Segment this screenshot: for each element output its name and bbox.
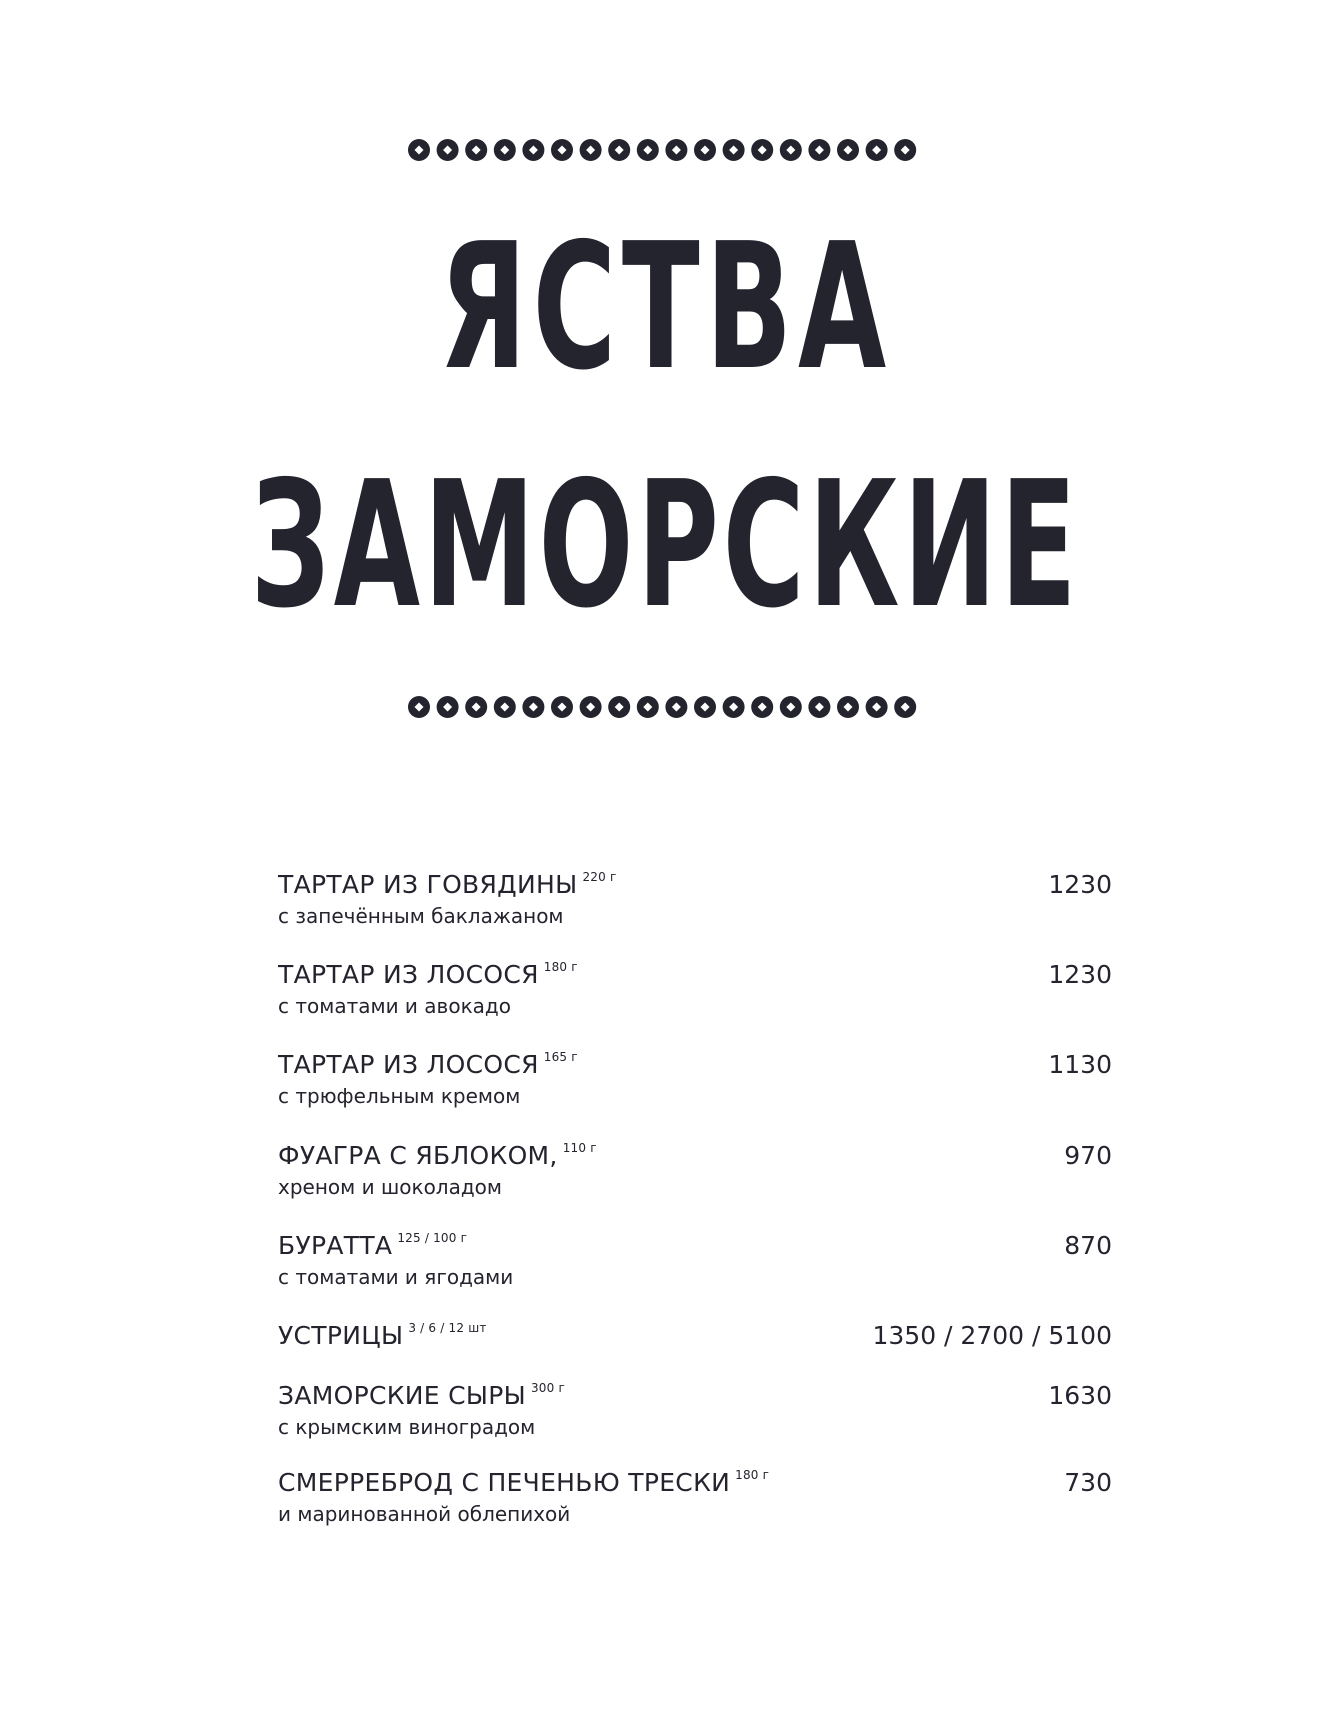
item-weight: 180 г [543, 960, 578, 974]
item-price: 730 [1064, 1468, 1112, 1497]
menu-item [278, 1231, 1112, 1289]
item-price: 970 [1064, 1141, 1112, 1170]
item-name: СМЕРРЕБРОД С ПЕЧЕНЬЮ ТРЕСКИ [278, 1468, 731, 1497]
item-name: ТАРТАР ИЗ ЛОСОСЯ [278, 1050, 539, 1079]
item-weight: 220 г [582, 870, 617, 884]
item-price: 1230 [1048, 870, 1112, 899]
bottom-ornament-divider [0, 694, 1331, 720]
item-name: УСТРИЦЫ [278, 1321, 404, 1350]
menu-item [278, 960, 1112, 1018]
diamond-dot-icon [406, 137, 926, 163]
item-name: БУРАТТА [278, 1231, 393, 1260]
menu-item [278, 1050, 1112, 1108]
menu-item [278, 870, 1112, 928]
item-weight: 110 г [562, 1141, 597, 1155]
item-weight: 3 / 6 / 12 шт [408, 1321, 487, 1335]
page-title-line-1: ЯСТВА [439, 207, 892, 410]
diamond-dot-icon [406, 694, 926, 720]
menu-item [278, 1141, 1112, 1199]
item-name: ТАРТАР ИЗ ГОВЯДИНЫ [278, 870, 578, 899]
top-ornament-divider [0, 137, 1331, 163]
item-price: 1630 [1048, 1381, 1112, 1410]
item-weight: 300 г [530, 1381, 565, 1395]
item-name: ФУАГРА С ЯБЛОКОМ, [278, 1141, 558, 1170]
item-price: 1230 [1048, 960, 1112, 989]
item-description: с томатами и авокадо [278, 994, 511, 1018]
item-description: с трюфельным кремом [278, 1084, 521, 1108]
item-weight: 125 / 100 г [397, 1231, 468, 1245]
item-description: с томатами и ягодами [278, 1265, 514, 1289]
menu-item [278, 1468, 1112, 1526]
page-title-line-2: ЗАМОРСКИЕ [250, 445, 1081, 648]
item-weight: 180 г [735, 1468, 770, 1482]
menu-item [278, 1381, 1112, 1439]
item-description: и маринованной облепихой [278, 1502, 571, 1526]
item-description: с крымским виноградом [278, 1415, 536, 1439]
menu-item [278, 1321, 1112, 1355]
item-price: 1350 / 2700 / 5100 [872, 1321, 1112, 1350]
item-weight: 165 г [543, 1050, 578, 1064]
item-price: 1130 [1048, 1050, 1112, 1079]
item-name: ЗАМОРСКИЕ СЫРЫ [278, 1381, 526, 1410]
item-description: с запечённым баклажаном [278, 904, 564, 928]
item-name: ТАРТАР ИЗ ЛОСОСЯ [278, 960, 539, 989]
item-price: 870 [1064, 1231, 1112, 1260]
item-description: хреном и шоколадом [278, 1175, 502, 1199]
